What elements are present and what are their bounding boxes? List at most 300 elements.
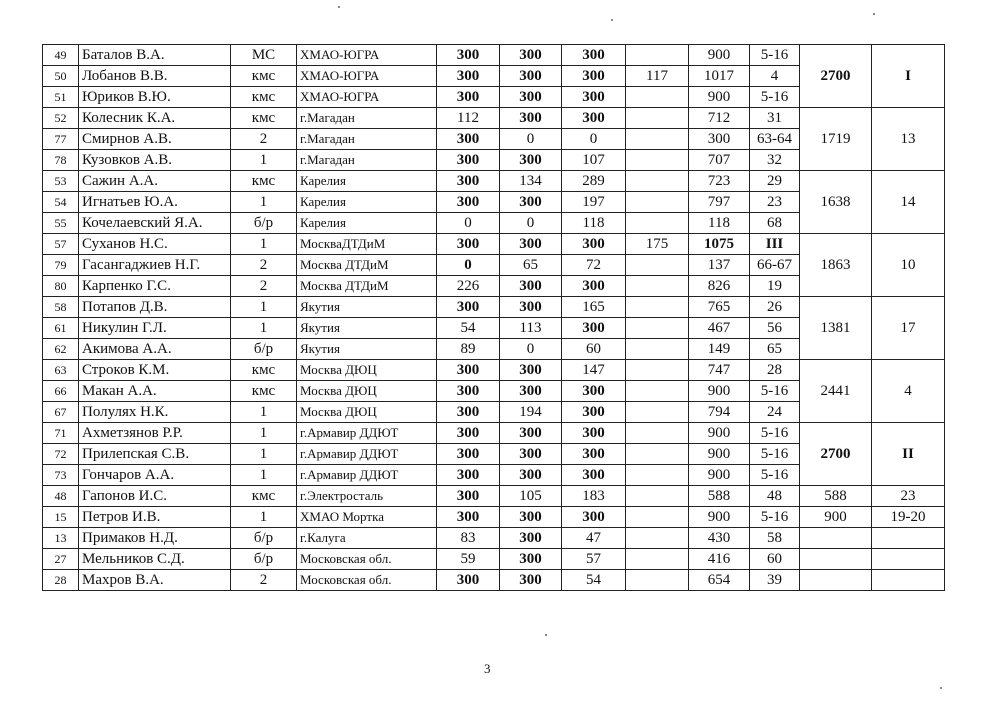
round-2-score: 300 — [500, 45, 562, 66]
round-3-score: 147 — [562, 360, 626, 381]
participant-rank: 1 — [231, 318, 297, 339]
participant-number: 15 — [43, 507, 79, 528]
participant-name: Игнатьев Ю.А. — [79, 192, 231, 213]
participant-name: Ахметзянов Р.Р. — [79, 423, 231, 444]
round-2-score: 300 — [500, 276, 562, 297]
extra-round-score — [626, 87, 689, 108]
participant-name: Гапонов И.С. — [79, 486, 231, 507]
round-3-score: 165 — [562, 297, 626, 318]
team-total: 2700 — [800, 45, 872, 108]
participant-team: Москва ДТДиМ — [297, 276, 437, 297]
participant-rank: кмс — [231, 381, 297, 402]
extra-round-score — [626, 255, 689, 276]
round-2-score: 134 — [500, 171, 562, 192]
individual-place: 65 — [750, 339, 800, 360]
team-total: 1863 — [800, 234, 872, 297]
round-1-score: 300 — [437, 129, 500, 150]
round-2-score: 300 — [500, 528, 562, 549]
participant-team: г.Армавир ДДЮТ — [297, 423, 437, 444]
round-3-score: 300 — [562, 87, 626, 108]
individual-total: 430 — [689, 528, 750, 549]
participant-team: г.Магадан — [297, 150, 437, 171]
participant-team: ХМАО-ЮГРА — [297, 45, 437, 66]
participant-rank: 1 — [231, 234, 297, 255]
participant-number: 79 — [43, 255, 79, 276]
individual-place: 56 — [750, 318, 800, 339]
team-total: 2700 — [800, 423, 872, 486]
round-2-score: 113 — [500, 318, 562, 339]
round-1-score: 300 — [437, 150, 500, 171]
scan-speck — [873, 13, 875, 15]
team-place — [872, 570, 945, 591]
round-3-score: 60 — [562, 339, 626, 360]
participant-number: 27 — [43, 549, 79, 570]
table-row — [43, 486, 945, 507]
round-1-score: 0 — [437, 255, 500, 276]
round-3-score: 300 — [562, 444, 626, 465]
round-3-score: 300 — [562, 66, 626, 87]
round-3-score: 57 — [562, 549, 626, 570]
participant-rank: б/р — [231, 549, 297, 570]
participant-rank: 1 — [231, 507, 297, 528]
participant-rank: 2 — [231, 276, 297, 297]
participant-rank: кмс — [231, 486, 297, 507]
participant-rank: кмс — [231, 87, 297, 108]
participant-name: Гасангаджиев Н.Г. — [79, 255, 231, 276]
round-2-score: 300 — [500, 234, 562, 255]
individual-total: 900 — [689, 444, 750, 465]
team-total: 1381 — [800, 297, 872, 360]
participant-number: 51 — [43, 87, 79, 108]
participant-rank: 1 — [231, 150, 297, 171]
team-place: II — [872, 423, 945, 486]
table-row — [43, 507, 945, 528]
round-3-score: 54 — [562, 570, 626, 591]
participant-rank: б/р — [231, 528, 297, 549]
team-place — [872, 528, 945, 549]
extra-round-score: 117 — [626, 66, 689, 87]
round-2-score: 300 — [500, 465, 562, 486]
round-3-score: 107 — [562, 150, 626, 171]
team-place: 10 — [872, 234, 945, 297]
extra-round-score — [626, 381, 689, 402]
extra-round-score — [626, 402, 689, 423]
participant-rank: б/р — [231, 339, 297, 360]
participant-name: Строков К.М. — [79, 360, 231, 381]
individual-total: 149 — [689, 339, 750, 360]
individual-total: 1017 — [689, 66, 750, 87]
round-1-score: 54 — [437, 318, 500, 339]
extra-round-score — [626, 276, 689, 297]
participant-number: 78 — [43, 150, 79, 171]
participant-number: 66 — [43, 381, 79, 402]
individual-place: 5-16 — [750, 444, 800, 465]
extra-round-score — [626, 297, 689, 318]
participant-number: 61 — [43, 318, 79, 339]
round-1-score: 300 — [437, 66, 500, 87]
round-3-score: 72 — [562, 255, 626, 276]
participant-number: 67 — [43, 402, 79, 423]
participant-name: Никулин Г.Л. — [79, 318, 231, 339]
participant-number: 48 — [43, 486, 79, 507]
participant-name: Кочелаевский Я.А. — [79, 213, 231, 234]
team-place: 13 — [872, 108, 945, 171]
participant-rank: 1 — [231, 192, 297, 213]
participant-name: Кузовков А.В. — [79, 150, 231, 171]
round-2-score: 105 — [500, 486, 562, 507]
round-1-score: 83 — [437, 528, 500, 549]
results-table — [42, 44, 945, 591]
team-total — [800, 549, 872, 570]
individual-total: 300 — [689, 129, 750, 150]
individual-total: 416 — [689, 549, 750, 570]
round-1-score: 0 — [437, 213, 500, 234]
participant-number: 54 — [43, 192, 79, 213]
participant-name: Потапов Д.В. — [79, 297, 231, 318]
participant-team: ХМАО Мортка — [297, 507, 437, 528]
individual-total: 900 — [689, 381, 750, 402]
table-row — [43, 297, 945, 318]
participant-name: Сажин А.А. — [79, 171, 231, 192]
participant-team: ХМАО-ЮГРА — [297, 87, 437, 108]
extra-round-score — [626, 171, 689, 192]
individual-place: 29 — [750, 171, 800, 192]
round-1-score: 300 — [437, 297, 500, 318]
extra-round-score — [626, 129, 689, 150]
individual-place: 19 — [750, 276, 800, 297]
individual-total: 797 — [689, 192, 750, 213]
team-place: 19-20 — [872, 507, 945, 528]
individual-total: 707 — [689, 150, 750, 171]
round-1-score: 300 — [437, 486, 500, 507]
extra-round-score — [626, 192, 689, 213]
participant-rank: 2 — [231, 255, 297, 276]
participant-team: Карелия — [297, 171, 437, 192]
individual-place: 24 — [750, 402, 800, 423]
team-total: 1638 — [800, 171, 872, 234]
participant-rank: 2 — [231, 129, 297, 150]
round-2-score: 194 — [500, 402, 562, 423]
extra-round-score — [626, 444, 689, 465]
round-3-score: 47 — [562, 528, 626, 549]
individual-place: 32 — [750, 150, 800, 171]
team-total: 900 — [800, 507, 872, 528]
participant-team: Московская обл. — [297, 570, 437, 591]
participant-team: г.Электросталь — [297, 486, 437, 507]
round-2-score: 300 — [500, 297, 562, 318]
round-2-score: 0 — [500, 339, 562, 360]
page-number: 3 — [484, 661, 491, 676]
participant-number: 13 — [43, 528, 79, 549]
individual-total: 723 — [689, 171, 750, 192]
participant-name: Гончаров А.А. — [79, 465, 231, 486]
individual-place: 5-16 — [750, 423, 800, 444]
individual-place: 48 — [750, 486, 800, 507]
scan-speck — [611, 19, 613, 21]
individual-total: 654 — [689, 570, 750, 591]
extra-round-score — [626, 486, 689, 507]
team-total: 588 — [800, 486, 872, 507]
round-3-score: 183 — [562, 486, 626, 507]
round-2-score: 300 — [500, 507, 562, 528]
participant-name: Юриков В.Ю. — [79, 87, 231, 108]
team-place: 4 — [872, 360, 945, 423]
participant-number: 53 — [43, 171, 79, 192]
participant-name: Петров И.В. — [79, 507, 231, 528]
individual-place: 5-16 — [750, 381, 800, 402]
individual-place: 26 — [750, 297, 800, 318]
participant-rank: кмс — [231, 360, 297, 381]
participant-name: Махров В.А. — [79, 570, 231, 591]
individual-total: 712 — [689, 108, 750, 129]
individual-total: 747 — [689, 360, 750, 381]
participant-rank: 1 — [231, 423, 297, 444]
round-1-score: 300 — [437, 381, 500, 402]
participant-team: Москва ДЮЦ — [297, 402, 437, 423]
team-place — [872, 549, 945, 570]
round-2-score: 65 — [500, 255, 562, 276]
individual-total: 826 — [689, 276, 750, 297]
round-1-score: 59 — [437, 549, 500, 570]
participant-rank: кмс — [231, 171, 297, 192]
participant-number: 52 — [43, 108, 79, 129]
extra-round-score — [626, 507, 689, 528]
participant-number: 49 — [43, 45, 79, 66]
team-place: 23 — [872, 486, 945, 507]
round-2-score: 300 — [500, 150, 562, 171]
individual-total: 1075 — [689, 234, 750, 255]
table-row — [43, 234, 945, 255]
extra-round-score — [626, 45, 689, 66]
scan-speck — [545, 634, 547, 636]
participant-name: Суханов Н.С. — [79, 234, 231, 255]
round-2-score: 300 — [500, 192, 562, 213]
round-2-score: 300 — [500, 108, 562, 129]
round-3-score: 300 — [562, 465, 626, 486]
extra-round-score — [626, 570, 689, 591]
participant-team: МоскваДТДиМ — [297, 234, 437, 255]
extra-round-score — [626, 423, 689, 444]
individual-place: III — [750, 234, 800, 255]
participant-number: 63 — [43, 360, 79, 381]
table-row — [43, 45, 945, 66]
individual-total: 900 — [689, 87, 750, 108]
individual-place: 5-16 — [750, 507, 800, 528]
extra-round-score — [626, 318, 689, 339]
team-place: I — [872, 45, 945, 108]
participant-rank: 1 — [231, 465, 297, 486]
table-row — [43, 528, 945, 549]
round-2-score: 300 — [500, 66, 562, 87]
participant-number: 28 — [43, 570, 79, 591]
participant-team: Якутия — [297, 318, 437, 339]
table-row — [43, 360, 945, 381]
individual-place: 66-67 — [750, 255, 800, 276]
team-place: 17 — [872, 297, 945, 360]
scan-speck — [940, 687, 942, 689]
round-1-score: 300 — [437, 192, 500, 213]
participant-rank: кмс — [231, 108, 297, 129]
participant-rank: 1 — [231, 297, 297, 318]
individual-place: 58 — [750, 528, 800, 549]
participant-team: ХМАО-ЮГРА — [297, 66, 437, 87]
individual-total: 588 — [689, 486, 750, 507]
round-1-score: 300 — [437, 465, 500, 486]
table-row — [43, 171, 945, 192]
extra-round-score — [626, 108, 689, 129]
round-1-score: 300 — [437, 87, 500, 108]
round-1-score: 226 — [437, 276, 500, 297]
participant-name: Лобанов В.В. — [79, 66, 231, 87]
table-row — [43, 108, 945, 129]
extra-round-score — [626, 549, 689, 570]
individual-place: 39 — [750, 570, 800, 591]
participant-name: Карпенко Г.С. — [79, 276, 231, 297]
round-2-score: 300 — [500, 444, 562, 465]
participant-team: г.Армавир ДДЮТ — [297, 444, 437, 465]
individual-total: 900 — [689, 45, 750, 66]
participant-team: г.Армавир ДДЮТ — [297, 465, 437, 486]
scan-speck — [338, 6, 340, 8]
table-row — [43, 549, 945, 570]
round-1-score: 300 — [437, 360, 500, 381]
participant-rank: МС — [231, 45, 297, 66]
participant-number: 50 — [43, 66, 79, 87]
round-3-score: 300 — [562, 402, 626, 423]
participant-rank: б/р — [231, 213, 297, 234]
participant-team: г.Магадан — [297, 129, 437, 150]
individual-total: 765 — [689, 297, 750, 318]
round-3-score: 300 — [562, 234, 626, 255]
table-row — [43, 570, 945, 591]
round-3-score: 300 — [562, 381, 626, 402]
round-1-score: 300 — [437, 234, 500, 255]
team-place: 14 — [872, 171, 945, 234]
round-1-score: 300 — [437, 171, 500, 192]
participant-name: Колесник К.А. — [79, 108, 231, 129]
participant-rank: 1 — [231, 402, 297, 423]
round-2-score: 0 — [500, 213, 562, 234]
participant-number: 55 — [43, 213, 79, 234]
individual-place: 63-64 — [750, 129, 800, 150]
round-1-score: 300 — [437, 45, 500, 66]
individual-place: 5-16 — [750, 87, 800, 108]
participant-rank: 2 — [231, 570, 297, 591]
participant-name: Макан А.А. — [79, 381, 231, 402]
round-1-score: 89 — [437, 339, 500, 360]
participant-rank: 1 — [231, 444, 297, 465]
individual-place: 31 — [750, 108, 800, 129]
individual-total: 467 — [689, 318, 750, 339]
individual-total: 900 — [689, 507, 750, 528]
participant-team: Карелия — [297, 192, 437, 213]
participant-team: Москва ДЮЦ — [297, 381, 437, 402]
extra-round-score — [626, 150, 689, 171]
round-1-score: 112 — [437, 108, 500, 129]
participant-number: 77 — [43, 129, 79, 150]
round-3-score: 0 — [562, 129, 626, 150]
individual-place: 5-16 — [750, 465, 800, 486]
participant-team: Якутия — [297, 297, 437, 318]
team-total: 1719 — [800, 108, 872, 171]
participant-team: Москва ДТДиМ — [297, 255, 437, 276]
participant-name: Прилепская С.В. — [79, 444, 231, 465]
round-3-score: 197 — [562, 192, 626, 213]
team-total: 2441 — [800, 360, 872, 423]
round-3-score: 300 — [562, 108, 626, 129]
participant-team: г.Магадан — [297, 108, 437, 129]
participant-name: Примаков Н.Д. — [79, 528, 231, 549]
participant-name: Полулях Н.К. — [79, 402, 231, 423]
round-1-score: 300 — [437, 570, 500, 591]
round-2-score: 0 — [500, 129, 562, 150]
participant-team: Московская обл. — [297, 549, 437, 570]
participant-name: Акимова А.А. — [79, 339, 231, 360]
round-2-score: 300 — [500, 549, 562, 570]
round-2-score: 300 — [500, 423, 562, 444]
participant-number: 71 — [43, 423, 79, 444]
participant-name: Мельников С.Д. — [79, 549, 231, 570]
participant-team: Москва ДЮЦ — [297, 360, 437, 381]
round-1-score: 300 — [437, 402, 500, 423]
individual-place: 4 — [750, 66, 800, 87]
participant-name: Смирнов А.В. — [79, 129, 231, 150]
extra-round-score — [626, 213, 689, 234]
table-row — [43, 423, 945, 444]
participant-team: Якутия — [297, 339, 437, 360]
participant-team: г.Калуга — [297, 528, 437, 549]
round-3-score: 300 — [562, 423, 626, 444]
round-2-score: 300 — [500, 570, 562, 591]
individual-place: 5-16 — [750, 45, 800, 66]
round-2-score: 300 — [500, 381, 562, 402]
participant-number: 80 — [43, 276, 79, 297]
participant-number: 62 — [43, 339, 79, 360]
participant-rank: кмс — [231, 66, 297, 87]
team-total — [800, 570, 872, 591]
extra-round-score — [626, 465, 689, 486]
extra-round-score: 175 — [626, 234, 689, 255]
individual-place: 28 — [750, 360, 800, 381]
round-2-score: 300 — [500, 87, 562, 108]
individual-place: 60 — [750, 549, 800, 570]
individual-total: 900 — [689, 423, 750, 444]
round-3-score: 300 — [562, 276, 626, 297]
individual-place: 68 — [750, 213, 800, 234]
participant-number: 73 — [43, 465, 79, 486]
round-3-score: 300 — [562, 507, 626, 528]
individual-total: 794 — [689, 402, 750, 423]
extra-round-score — [626, 360, 689, 381]
participant-team: Карелия — [297, 213, 437, 234]
participant-name: Баталов В.А. — [79, 45, 231, 66]
round-3-score: 300 — [562, 318, 626, 339]
participant-number: 58 — [43, 297, 79, 318]
round-3-score: 289 — [562, 171, 626, 192]
round-3-score: 300 — [562, 45, 626, 66]
individual-place: 23 — [750, 192, 800, 213]
round-2-score: 300 — [500, 360, 562, 381]
results-table-body — [43, 45, 945, 591]
round-1-score: 300 — [437, 507, 500, 528]
team-total — [800, 528, 872, 549]
round-1-score: 300 — [437, 444, 500, 465]
individual-total: 900 — [689, 465, 750, 486]
individual-total: 137 — [689, 255, 750, 276]
individual-total: 118 — [689, 213, 750, 234]
round-1-score: 300 — [437, 423, 500, 444]
participant-number: 72 — [43, 444, 79, 465]
